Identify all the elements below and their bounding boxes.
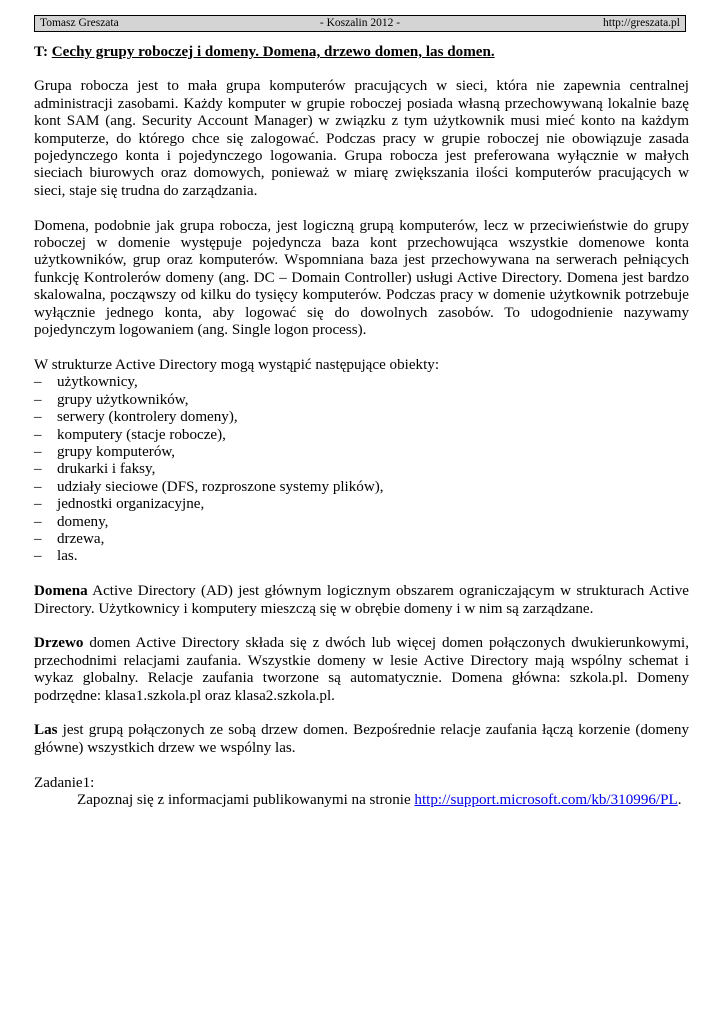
dash-bullet: – — [34, 409, 42, 426]
dash-bullet: – — [34, 443, 42, 460]
dash-bullet: – — [34, 513, 42, 530]
list-item-text: udziały sieciowe (DFS, rozproszone systemy plików), — [57, 478, 384, 495]
dash-bullet: – — [34, 374, 42, 391]
list-item-text: domeny, — [57, 513, 109, 530]
term-las: Las — [34, 722, 58, 739]
header-author: Tomasz Greszata — [40, 17, 119, 29]
term-drzewo: Drzewo — [34, 635, 84, 652]
paragraph-domena — [34, 583, 689, 618]
page-header — [34, 15, 686, 32]
list-item — [34, 514, 689, 531]
dash-bullet: – — [34, 461, 42, 478]
list-item-text: grupy komputerów, — [57, 443, 176, 460]
microsoft-support-link[interactable]: http://support.microsoft.com/kb/310996/PL — [414, 791, 678, 808]
list-item-text: komputery (stacje robocze), — [57, 426, 226, 443]
term-domena: Domena — [34, 583, 88, 600]
drzewo-text: domen Active Directory składa się z dwóch lub więcej domen połączonych dwukierunkowymi, przechodnimi relacjami zaufania. Wszystkie domeny w lesie Active Directory mają wspólny schemat i wykaz globalny. Relacje zaufania tworzone są automatycznie. Domena główna: szkola.pl. Domeny podrzędne: klasa1.szkola.pl oraz klasa2.szkola.pl. — [34, 635, 689, 704]
domena-text: Active Directory (AD) jest głównym logicznym obszarem ograniczającym w strukturach Active Directory. Użytkownicy i komputery mieszczą się w obrębie domeny i w nim są zarządzane. — [34, 583, 689, 617]
document-body — [34, 44, 689, 809]
task-end: . — [677, 791, 682, 808]
header-site: http://greszata.pl — [603, 17, 680, 29]
list-item — [34, 427, 689, 444]
paragraph-workgroup: Grupa robocza jest to mała grupa komputerów pracujących w sieci, która nie zapewnia centralnej administracji zasobami. Każdy komputer w grupie roboczej posiada własną przechowywaną lokalnie bazę kont SAM (ang. Security Account Manager) w związku z tym użytkownik musi mieć konto na każdym komputerze, do którego chce się zalogować. Podczas pracy w grupie roboczej nie obowiązuje zasada pojedynczego konta i pojedynczego logowania. Grupa robocza jest preferowana wyłącznie w małych sieciach biurowych oraz domowych, ponieważ w miarę zwiększania ilości komputerów pracujących w sieci, staje się trudna do zarządzania. — [34, 78, 689, 199]
paragraph-domain: Domena, podobnie jak grupa robocza, jest logiczną grupą komputerów, lecz w przeciwieństwie do grupy roboczej w domenie występuje pojedyncza baza kont przechowująca wszystkie domenowe konta użytkowników, grup oraz komputerów. Wspomniana baza jest przechowywana na serwerach pełniących funkcję Kontrolerów domeny (ang. DC – Domain Controller) usługi Active Directory. Domena jest bardzo skalowalna, począwszy od kilku do tysięcy komputerów. Podczas pracy w domenie użytkownik potrzebuje wyłącznie jednego konta, aby logować się do dowolnych zasobów. To udogodnienie nazywamy pojedynczym logowaniem (ang. Single logon process). — [34, 217, 689, 339]
dash-bullet: – — [34, 391, 42, 408]
list-item — [34, 374, 689, 391]
task-heading: Zadanie1: — [34, 774, 95, 791]
list-item — [34, 461, 689, 478]
objects-intro: W strukturze Active Directory mogą wystąpić następujące obiekty: — [34, 356, 440, 373]
dash-bullet: – — [34, 496, 42, 513]
list-item-text: użytkownicy, — [57, 374, 138, 391]
dash-bullet: – — [34, 426, 42, 443]
list-item — [34, 409, 689, 426]
list-item-text: grupy użytkowników, — [57, 391, 189, 408]
title-text: Cechy grupy roboczej i domeny. Domena, drzewo domen, las domen. — [51, 44, 495, 60]
dash-bullet: – — [34, 530, 42, 547]
list-item-text: drukarki i faksy, — [57, 461, 156, 478]
list-item — [34, 444, 689, 461]
task-line — [34, 792, 689, 809]
paragraph-drzewo — [34, 635, 689, 705]
list-item — [34, 479, 689, 496]
dash-bullet: – — [34, 478, 42, 495]
list-item — [34, 548, 689, 565]
title-prefix: T: — [34, 44, 48, 60]
las-text: jest grupą połączonych ze sobą drzew domen. Bezpośrednie relacje zaufania łączą korzenie (domeny główne) wszystkich drzew we wspólny las. — [34, 722, 689, 756]
list-item — [34, 392, 689, 409]
list-item — [34, 496, 689, 513]
dash-bullet: – — [34, 548, 42, 565]
list-item-text: jednostki organizacyjne, — [57, 496, 205, 513]
list-item-text: serwery (kontrolery domeny), — [57, 409, 238, 426]
header-location: - Koszalin 2012 - — [319, 17, 401, 29]
list-item-text: las. — [57, 548, 78, 565]
list-item-text: drzewa, — [57, 530, 105, 547]
task-text: Zapoznaj się z informacjami publikowanymi na stronie — [77, 791, 415, 808]
paragraph-las — [34, 722, 689, 757]
objects-list — [34, 374, 689, 565]
list-item — [34, 531, 689, 548]
document-title — [34, 44, 689, 61]
